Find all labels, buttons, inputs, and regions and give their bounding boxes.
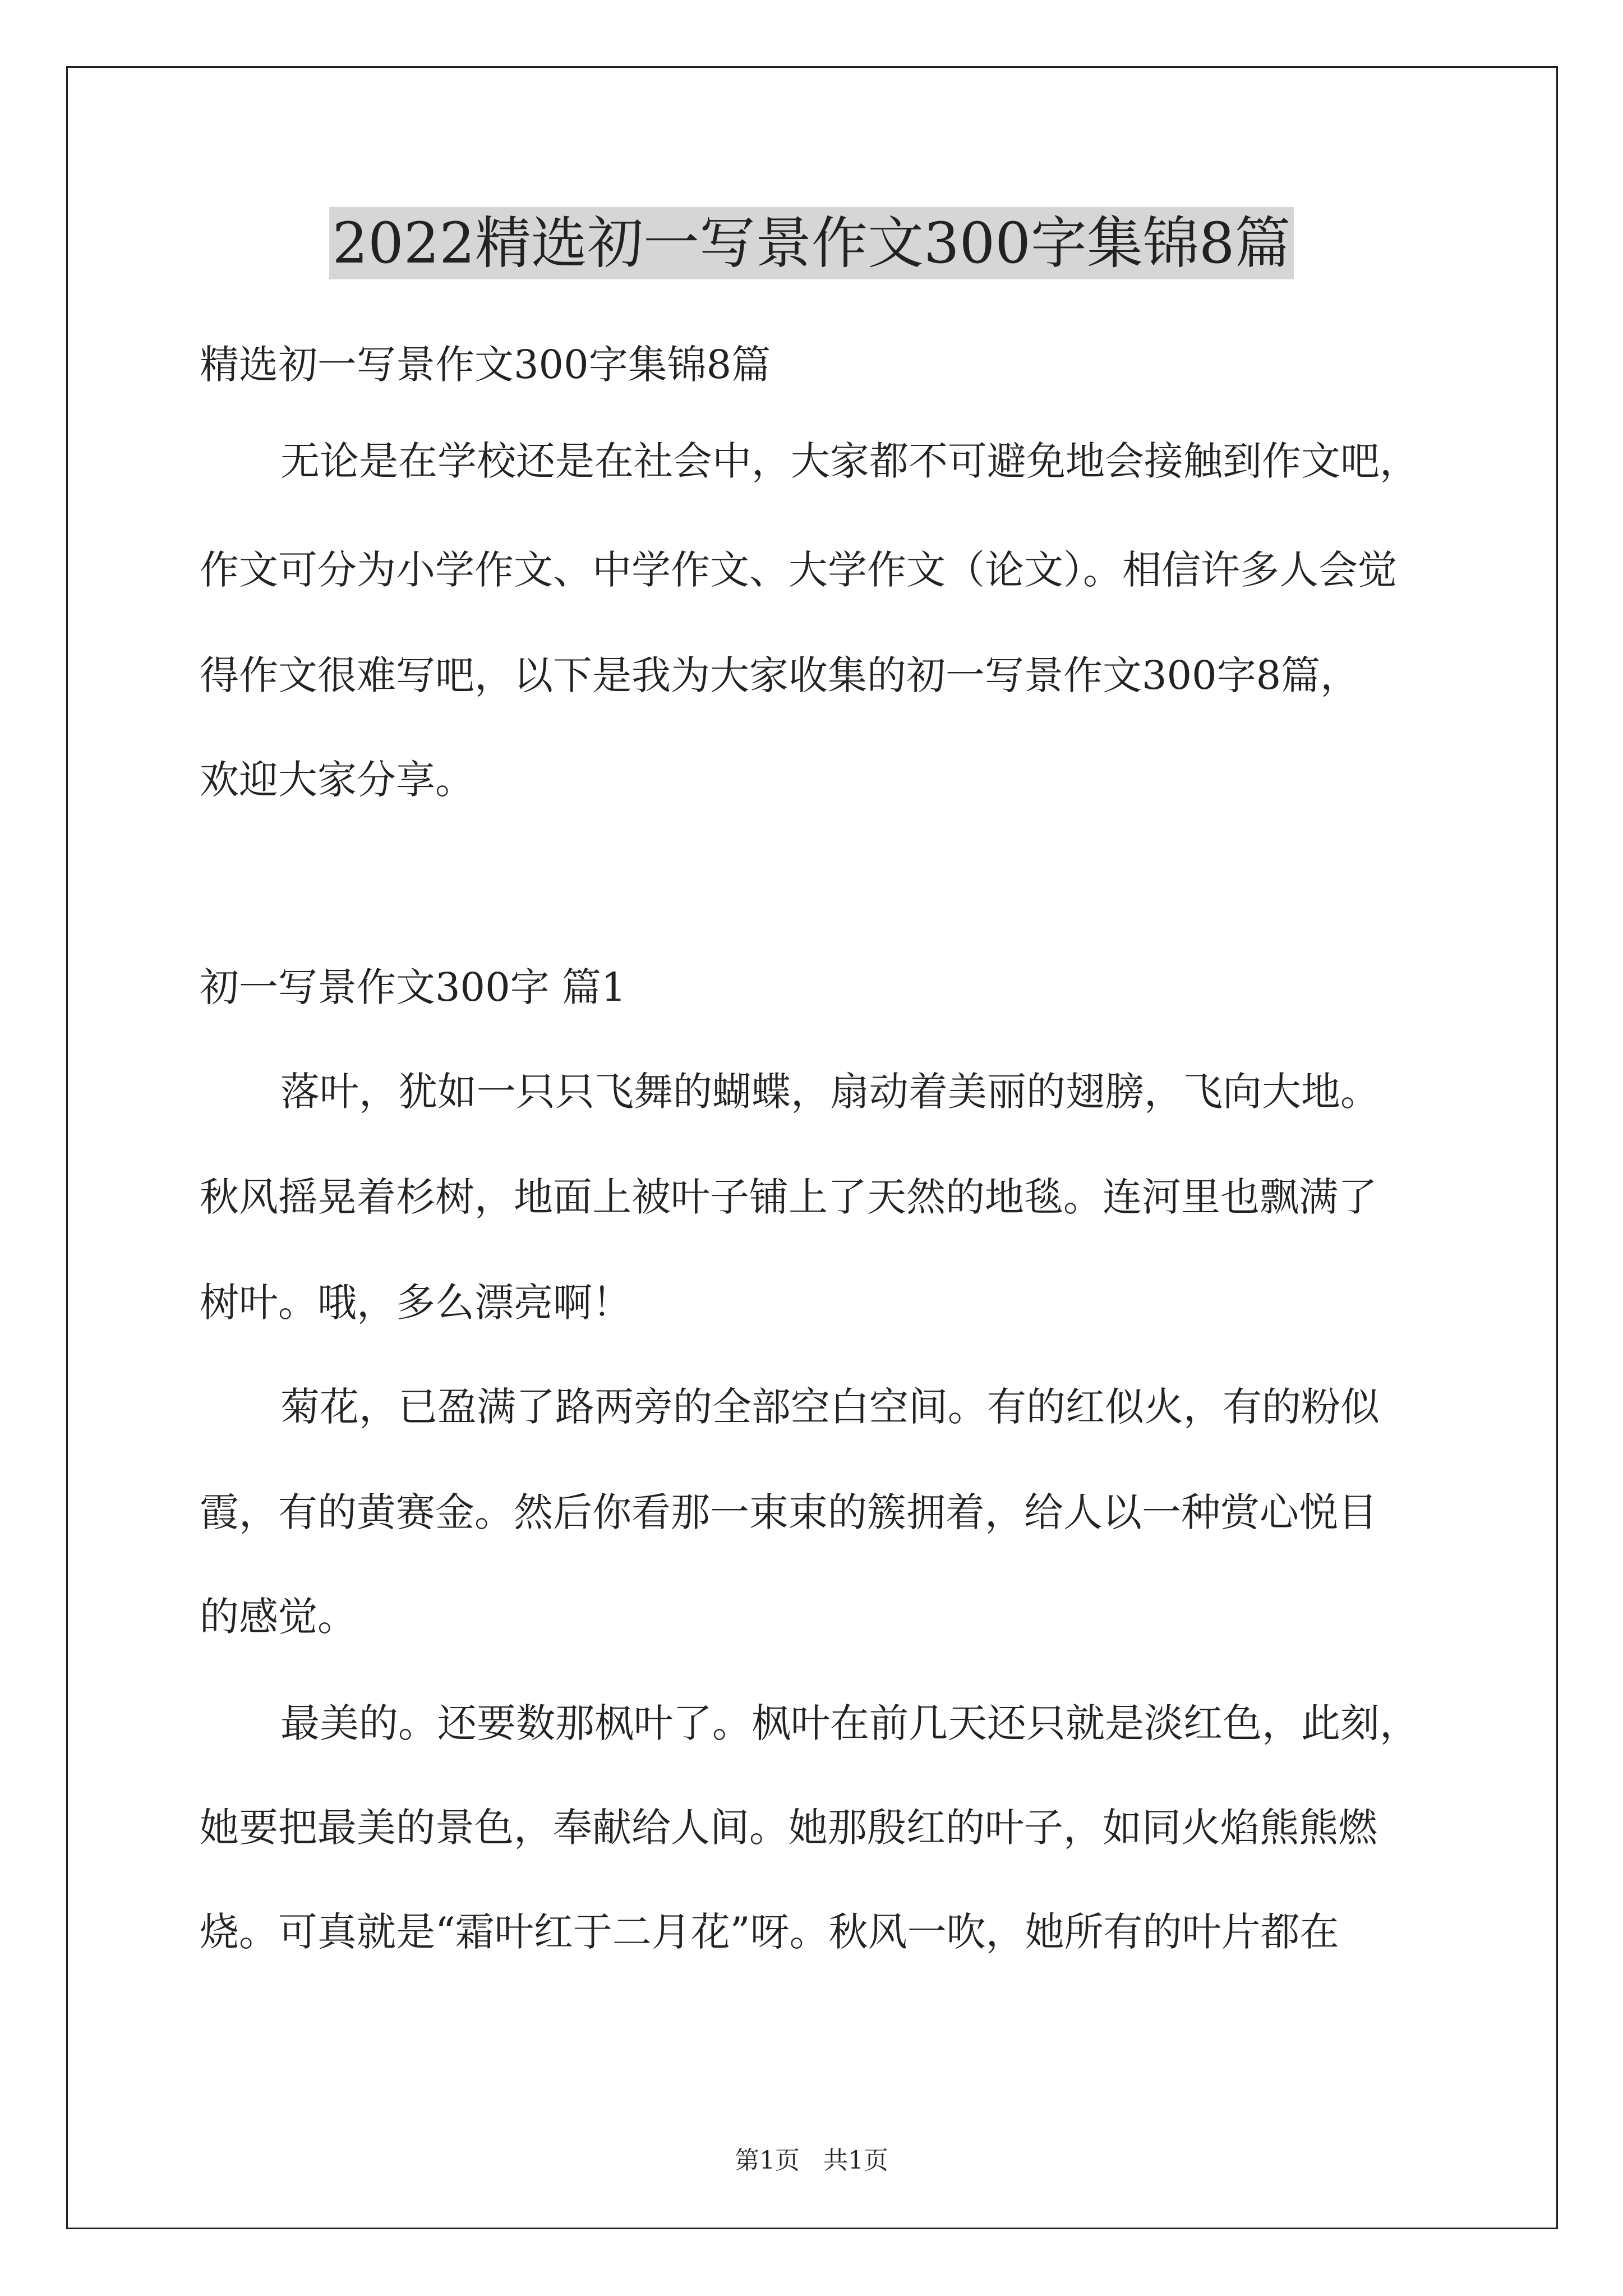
intro-line-3: 得作文很难写吧，以下是我为大家收集的初一写景作文300字8篇， — [200, 652, 1360, 698]
paragraph3-line-2: 她要把最美的景色，奉献给人间。她那殷红的叶子，如同火焰熊熊燃 — [200, 1805, 1377, 1851]
paragraph3-line-1: 最美的。还要数那枫叶了。枫叶在前几天还只就是淡红色，此刻， — [280, 1700, 1419, 1746]
paragraph1-line-2: 秋风摇晃着杉树，地面上被叶子铺上了天然的地毯。连河里也飘满了 — [200, 1174, 1377, 1220]
paragraph2-line-2: 霞，有的黄赛金。然后你看那一束束的簇拥着，给人以一种赏心悦目 — [200, 1489, 1377, 1535]
paragraph2-line-3: 的感觉。 — [200, 1594, 357, 1640]
section-heading: 初一写景作文300字 篇1 — [200, 964, 626, 1010]
page-border — [66, 66, 1558, 2229]
intro-line-4: 欢迎大家分享。 — [200, 757, 474, 803]
intro-line-1: 无论是在学校还是在社会中，大家都不可避免地会接触到作文吧， — [280, 438, 1419, 484]
intro-line-2: 作文可分为小学作文、中学作文、大学作文（论文）。相信许多人会觉 — [200, 547, 1397, 593]
document-title — [0, 204, 1623, 283]
paragraph2-line-1: 菊花，已盈满了路两旁的全部空白空间。有的红似火，有的粉似 — [280, 1384, 1380, 1430]
paragraph1-line-1: 落叶，犹如一只只飞舞的蝴蝶，扇动着美丽的翅膀，飞向大地。 — [280, 1069, 1380, 1115]
document-title-text: 2022精选初一写景作文300字集锦8篇 — [329, 207, 1294, 279]
paragraph3-line-3: 烧。可真就是“霜叶红于二月花”呀。秋风一吹，她所有的叶片都在 — [200, 1909, 1339, 1955]
paragraph1-line-3: 树叶。哦，多么漂亮啊！ — [200, 1280, 631, 1326]
document-subtitle: 精选初一写景作文300字集锦8篇 — [200, 342, 771, 388]
page-footer: 第1页 共1页 — [735, 2146, 888, 2175]
